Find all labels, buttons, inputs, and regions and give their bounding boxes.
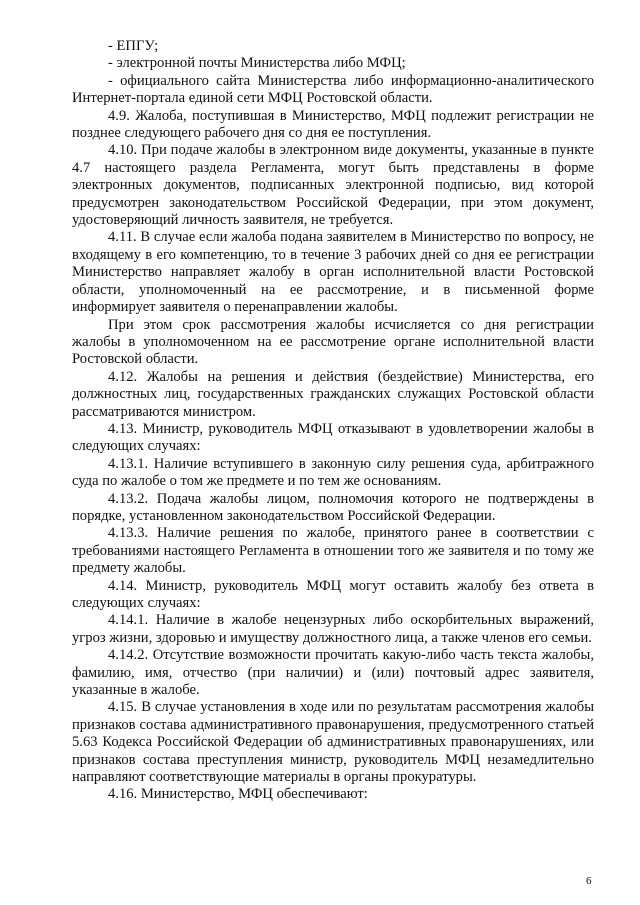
paragraph-4-16: 4.16. Министерство, МФЦ обеспечивают:: [108, 786, 368, 803]
document-page: [72, 38, 594, 804]
list-item-website: - официального сайта Министерства либо информационно-аналитического Интернет-портала единой сети МФЦ Ростовской области.: [72, 72, 594, 107]
paragraph-4-11: 4.11. В случае если жалоба подана заявителем в Министерство по вопросу, не входящему в его компетенцию, то в течение 3 рабочих дней со дня ее регистрации Министерство направляет жалобу в орган исполнительной власти Ростовской области, уполномоченный на ее рассмотрение, и в письменной форме информирует заявителя о перенаправлении жалобы.: [72, 229, 594, 316]
list-item-epgu: - ЕПГУ;: [108, 38, 159, 54]
paragraph-4-9: 4.9. Жалоба, поступившая в Министерство, МФЦ подлежит регистрации не позднее следующего рабочего дня со дня ее поступления.: [72, 107, 594, 142]
page-number: 6: [586, 875, 592, 887]
paragraph-4-13-2: 4.13.2. Подача жалобы лицом, полномочия которого не подтверждены в порядке, установленном законодательством Российской Федерации.: [72, 490, 594, 524]
paragraph-4-14-1: 4.14.1. Наличие в жалобе нецензурных либо оскорбительных выражений, угроз жизни, здоровью и имуществу должностного лица, а также членов его семьи.: [72, 612, 594, 646]
paragraph-4-10: 4.10. При подаче жалобы в электронном виде документы, указанные в пункте 4.7 настоящего раздела Регламента, могут быть представлены в форме электронных документов, подписанных электронной подписью, вид которой предусмотрен законодательством Российской Федерации, при этом документ, удостоверяющий личность заявителя, не требуется.: [72, 142, 594, 229]
paragraph-4-12: 4.12. Жалобы на решения и действия (бездействие) Министерства, его должностных лиц, государственных гражданских служащих Ростовской области рассматриваются министром.: [72, 368, 594, 420]
paragraph-4-11-term: При этом срок рассмотрения жалобы исчисляется со дня регистрации жалобы в уполномоченном на ее рассмотрение органе исполнительной власти Ростовской области.: [72, 316, 594, 368]
paragraph-4-14-2: 4.14.2. Отсутствие возможности прочитать какую-либо часть текста жалобы, фамилию, имя, отчество (при наличии) и (или) почтовый адрес заявителя, указанные в жалобе.: [72, 647, 594, 699]
paragraph-4-13-3: 4.13.3. Наличие решения по жалобе, принятого ранее в соответствии с требованиями настоящего Регламента в отношении того же заявителя и по тому же предмету жалобы.: [72, 525, 594, 577]
list-item-email: - электронной почты Министерства либо МФЦ;: [108, 55, 406, 72]
paragraph-4-13-1: 4.13.1. Наличие вступившего в законную силу решения суда, арбитражного суда по жалобе о том же предмете и по тем же основаниям.: [72, 455, 594, 490]
paragraph-4-15: 4.15. В случае установления в ходе или по результатам рассмотрения жалобы признаков состава административного правонарушения, предусмотренного статьей 5.63 Кодекса Российской Федерации об административных правонарушениях, или признаков состава преступления министр, руководитель МФЦ незамедлительно направляют соответствующие материалы в органы прокуратуры.: [72, 699, 594, 786]
paragraph-4-13: 4.13. Министр, руководитель МФЦ отказывают в удовлетворении жалобы в следующих случаях:: [72, 420, 594, 455]
paragraph-4-14: 4.14. Министр, руководитель МФЦ могут оставить жалобу без ответа в следующих случаях:: [72, 577, 594, 611]
